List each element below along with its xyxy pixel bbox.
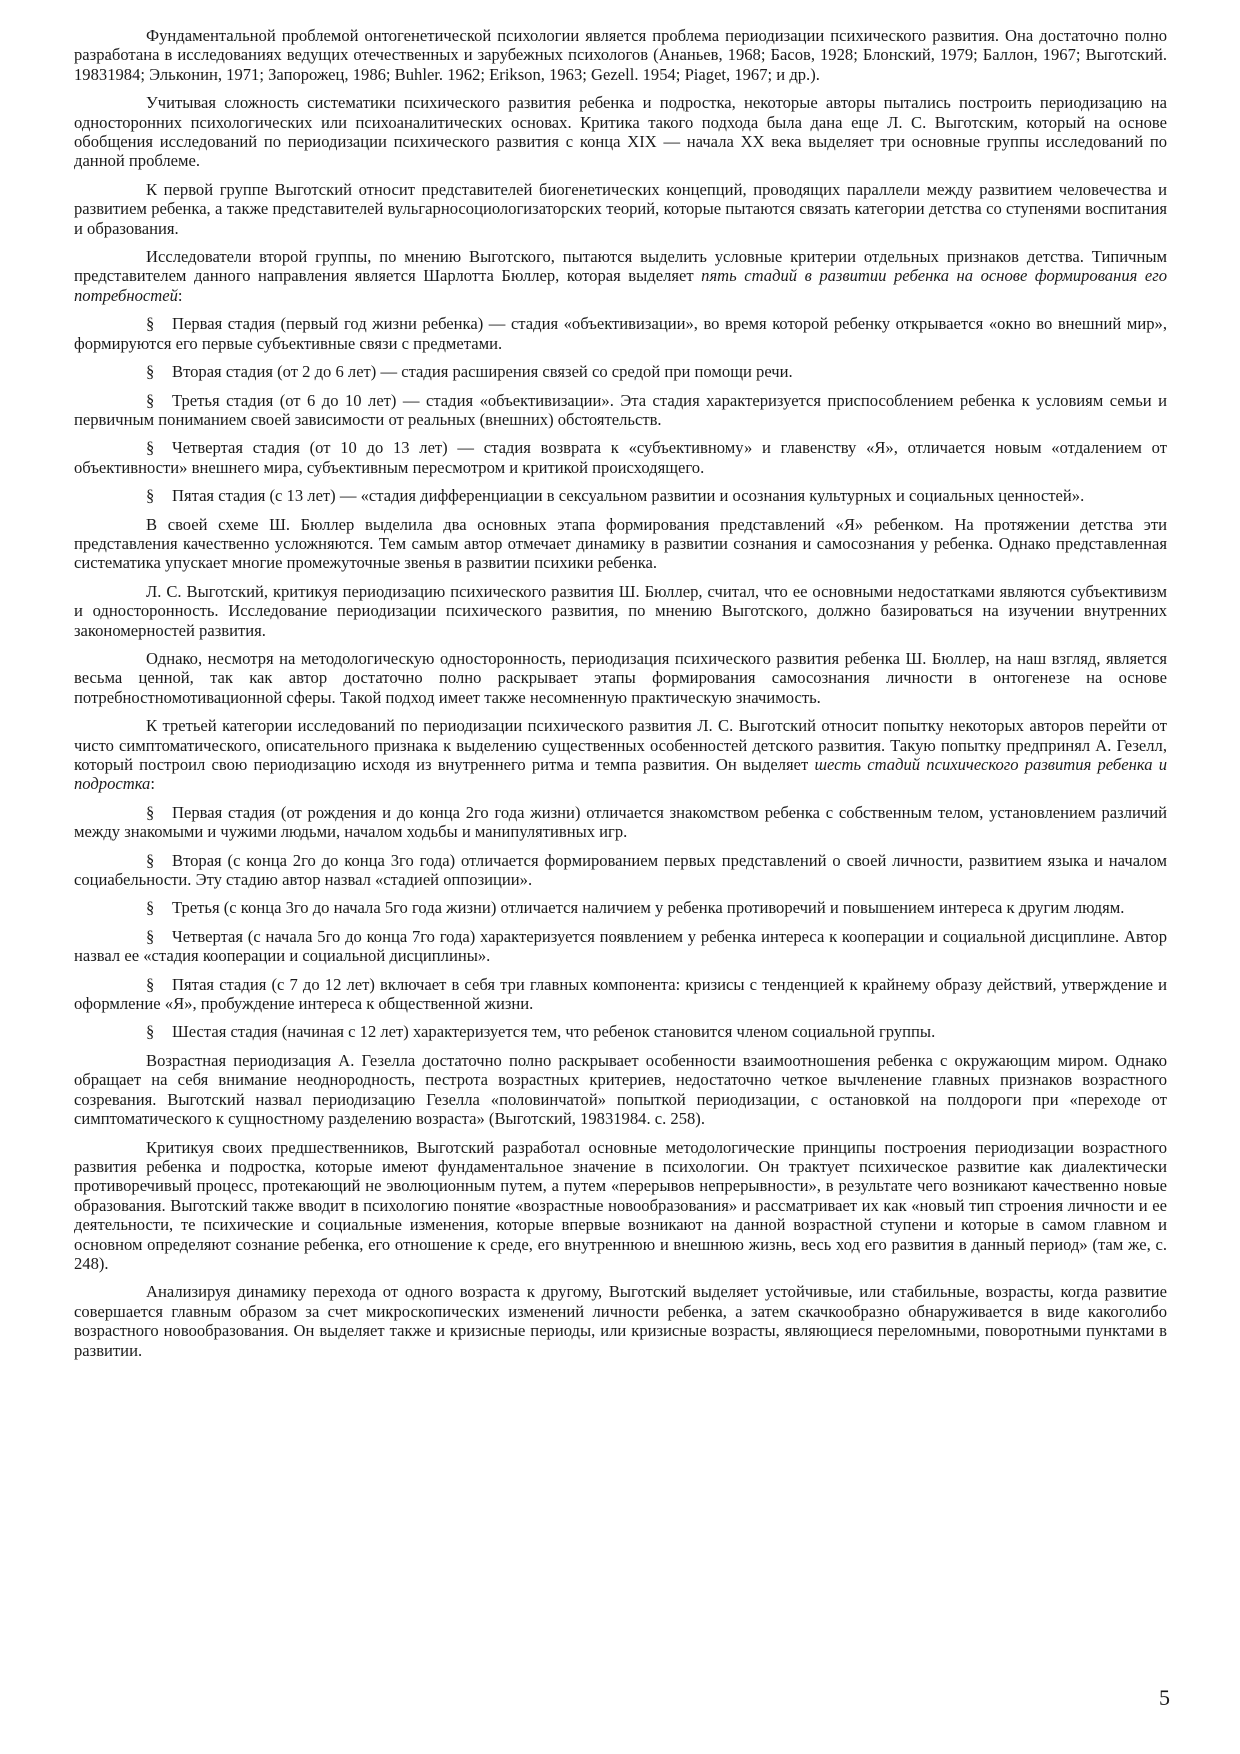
- bullet-item: [74, 851, 1167, 890]
- bullet-text: Пятая стадия (с 7 до 12 лет) включает в себя три главных компонента: кризисы с тенденцией к крайнему образу действий, утверждение и оформление «Я», пробуждение интереса к общественной жизни.: [74, 974, 1167, 1014]
- bullet-marker: §: [146, 898, 155, 918]
- paragraph: Однако, несмотря на методологическую односторонность, периодизация психического развития ребенка Ш. Бюллер, на наш взгляд, является весьма ценной, так как автор достаточно полно раскрывает этапы формирования самосознания личности в онтогенезе на основе потребностномотивационной сферы. Такой подход имеет также несомненную практическую значимость.: [74, 648, 1167, 707]
- paragraph: Возрастная периодизация А. Гезелла достаточно полно раскрывает особенности взаимоотношения ребенка с окружающим миром. Однако обращает на себя внимание неоднородность, пестрота возрастных критериев, недостаточно четкое вычленение главных признаков возрастного созревания. Выготский назвал периодизацию Гезелла «половинчатой» попыткой периодизации, с остановкой на полдороги при «переходе от симптоматического к сущностному разделению возраста» (Выготский, 19831984. с. 258).: [74, 1050, 1167, 1129]
- paragraph-tail: :: [150, 774, 155, 794]
- paragraph: К первой группе Выготский относит представителей биогенетических концепций, проводящих параллели между развитием человечества и развитием ребенка, а также представителей вульгарносоциологизаторских теорий, которые пытаются связать категории детства со ступенями воспитания и образования.: [74, 179, 1167, 238]
- bullet-marker: §: [146, 486, 155, 506]
- bullet-text: Первая стадия (от рождения и до конца 2го года жизни) отличается знакомством ребенка с собственным телом, установлением различий между знакомыми и чужими людьми, началом ходьбы и манипулятивных игр.: [74, 802, 1167, 842]
- paragraph: [74, 247, 1167, 305]
- paragraph-tail: :: [177, 285, 183, 305]
- bullet-text: Первая стадия (первый год жизни ребенка) — стадия «объективизации», во время которой ребенку открывается «окно во внешний мир», формируются его первые субъективные связи с предметами.: [74, 314, 1167, 353]
- bullet-text: Третья стадия (от 6 до 10 лет) — стадия «объективизации». Эта стадия характеризуется приспособлением ребенка к условиям семьи и первичным пониманием своей зависимости от реальных (внешних) обстоятельств.: [74, 390, 1167, 429]
- italic-phrase: пять стадий в развитии ребенка на основе формирования его потребностей: [74, 266, 1167, 305]
- paragraph: Анализируя динамику перехода от одного возраста к другому, Выготский выделяет устойчивые, или стабильные, возрасты, когда развитие совершается главным образом за счет микроскопических изменений личности ребенка, а затем скачкообразно обнаруживается в виде какоголибо возрастного новообразования. Он выделяет также и кризисные периоды, или кризисные возрасты, являющиеся переломными, поворотными пунктами в развитии.: [74, 1282, 1167, 1360]
- paragraph: Фундаментальной проблемой онтогенетической психологии является проблема периодизации психического развития. Она достаточно полно разработана в исследованиях ведущих отечественных и зарубежных психологов (Ананьев, 1968; Басов, 1928; Блонский, 1979; Баллон, 1967; Выготский. 19831984; Эльконин, 1971; Запорожец, 1986; Buhler. 1962; Erikson, 1963; Gezell. 1954; Piaget, 1967; и др.).: [74, 26, 1167, 84]
- paragraph: Л. С. Выготский, критикуя периодизацию психического развития Ш. Бюллер, считал, что ее основными недостатками являются субъективизм и односторонность. Исследование периодизации психического развития, по мнению Выготского, должно базироваться на изучении внутренних закономерностей развития.: [74, 581, 1167, 640]
- document-body: [74, 26, 1167, 1369]
- italic-phrase: шесть стадий психического развития ребенка и подростка: [74, 755, 1167, 794]
- bullet-item: [74, 391, 1167, 430]
- bullet-text: Третья (с конца 3го до начала 5го года жизни) отличается наличием у ребенка противоречий и повышением интереса к другим людям.: [172, 898, 1125, 918]
- bullet-item: [74, 975, 1167, 1014]
- paragraph: В своей схеме Ш. Бюллер выделила два основных этапа формирования представлений «Я» ребенком. На протяжении детства эти представления качественно усложняются. Тем самым автор отмечает динамику в развитии сознания и самосознания у ребенка. Однако представленная систематика упускает многие промежуточные звенья в развитии психики ребенка.: [74, 514, 1167, 573]
- bullet-item: [74, 486, 1167, 505]
- bullet-text: Четвертая (с начала 5го до конца 7го года) характеризуется появлением у ребенка интереса к кооперации и социальной дисциплине. Автор назвал ее «стадия кооперации и социальной дисциплины».: [74, 926, 1167, 966]
- bullet-marker: §: [146, 362, 155, 382]
- bullet-marker: §: [146, 390, 155, 410]
- paragraph-text: К третьей категории исследований по периодизации психического развития Л. С. Выготский относит попытку некоторых авторов перейти от чисто симптоматического, описательного признака к выделению существенных особенностей детского развития. Такую попытку предпринял А. Гезелл, который построил свою периодизацию исходя из внутреннего ритма и темпа развития. Он выделяет: [74, 716, 1167, 774]
- bullet-item: [74, 803, 1167, 842]
- bullet-marker: §: [146, 1022, 155, 1042]
- bullet-marker: §: [146, 926, 155, 946]
- bullet-text: Вторая стадия (от 2 до 6 лет) — стадия расширения связей со средой при помощи речи.: [172, 362, 793, 382]
- paragraph-text: Исследователи второй группы, по мнению Выготского, пытаются выделить условные критерии отдельных признаков детства. Типичным представителем данного направления является Шарлотта Бюллер, которая выделяет: [74, 247, 1167, 286]
- bullet-item: [74, 438, 1167, 477]
- bullet-text: Четвертая стадия (от 10 до 13 лет) — стадия возврата к «субъективному» и главенству «Я», отличается новым «отдалением от объективности» внешнего мира, субъективным пересмотром и критикой происходящего.: [74, 438, 1167, 477]
- page-number: 5: [1159, 1685, 1170, 1710]
- bullet-marker: §: [146, 438, 155, 458]
- bullet-marker: §: [146, 974, 155, 994]
- bullet-marker: §: [146, 802, 155, 822]
- bullet-marker: §: [146, 850, 155, 870]
- bullet-text: Пятая стадия (с 13 лет) — «стадия дифференциации в сексуальном развитии и осознания культурных и социальных ценностей».: [172, 486, 1085, 506]
- bullet-item: [74, 1022, 1167, 1041]
- bullet-item: [74, 898, 1167, 917]
- paragraph: [74, 716, 1167, 794]
- bullet-text: Вторая (с конца 2го до конца 3го года) отличается формированием первых представлений о своей личности, развитием языка и началом социабельности. Эту стадию автор назвал «стадией оппозиции».: [74, 850, 1167, 890]
- bullet-item: [74, 362, 1167, 381]
- bullet-marker: §: [146, 314, 155, 334]
- bullet-item: [74, 927, 1167, 966]
- bullet-item: [74, 314, 1167, 353]
- paragraph: Учитывая сложность систематики психического развития ребенка и подростка, некоторые авторы пытались построить периодизацию на односторонних психологических или психоаналитических основах. Критика такого подхода была дана еще Л. С. Выготским, который на основе обобщения исследований по периодизации психического развития с конца XIX — начала XX века выделяет три основные группы исследований по данной проблеме.: [74, 93, 1167, 171]
- bullet-text: Шестая стадия (начиная с 12 лет) характеризуется тем, что ребенок становится членом социальной группы.: [172, 1022, 936, 1042]
- paragraph: Критикуя своих предшественников, Выготский разработал основные методологические принципы построения периодизации возрастного развития ребенка и подростка, которые имеют фундаментальное значение в психологии. Он трактует психическое развитие как диалектически противоречивый процесс, протекающий не эволюционным путем, а путем «перерывов непрерывности», в результате чего возникают качественно новые образования. Выготский также вводит в психологию понятие «возрастные новообразования» и рассматривает их как «новый тип строения личности и ее деятельности, те психические и социальные изменения, которые впервые возникают на данной возрастной ступени и которые в самом главном и основном определяют сознание ребенка, его отношение к среде, его внутреннюю и внешнюю жизнь, весь ход его развития в данный период» (там же, с. 248).: [74, 1137, 1167, 1273]
